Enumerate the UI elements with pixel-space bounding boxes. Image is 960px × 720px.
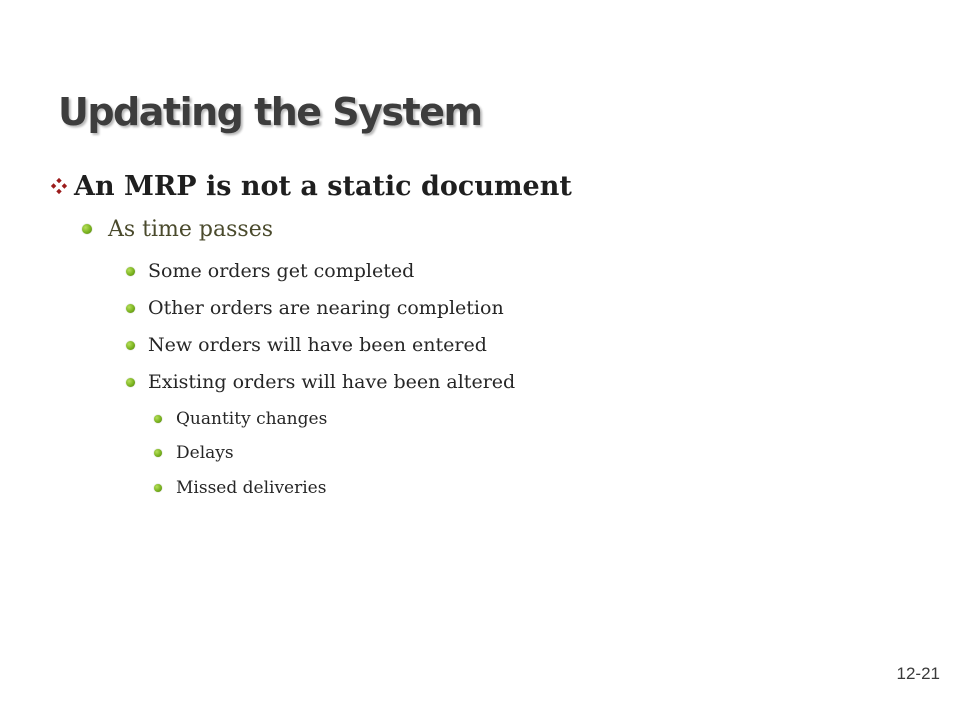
alteration-bullet-item — [154, 407, 327, 431]
alteration-bullet-item — [154, 441, 234, 465]
dot-bullet-icon — [126, 341, 135, 350]
detail-bullet-text: Some orders get completed — [148, 260, 415, 282]
alteration-bullet-item — [154, 476, 326, 500]
dot-bullet-icon — [154, 449, 162, 457]
dot-bullet-icon — [126, 378, 135, 387]
alteration-bullet-text: Delays — [176, 443, 234, 463]
sub-bullet-text: As time passes — [108, 216, 274, 242]
dot-bullet-icon — [126, 304, 135, 313]
main-bullet-text: An MRP is not a static document — [74, 170, 572, 202]
detail-bullet-item — [126, 257, 414, 285]
slide-title: Updating the System — [58, 90, 482, 134]
detail-bullet-text: Other orders are nearing completion — [148, 297, 504, 319]
sub-bullet-item — [82, 214, 273, 244]
alteration-bullet-text: Missed deliveries — [176, 478, 327, 498]
dot-bullet-icon — [154, 415, 162, 423]
dot-bullet-icon — [126, 267, 135, 276]
slide-number: 12-21 — [896, 664, 940, 683]
dot-bullet-icon — [82, 224, 92, 234]
diamond-bullet-icon — [50, 177, 68, 195]
detail-bullet-item — [126, 331, 487, 359]
main-bullet-item — [50, 166, 572, 206]
detail-bullet-text: Existing orders will have been altered — [148, 371, 516, 393]
detail-bullet-item — [126, 368, 515, 396]
dot-bullet-icon — [154, 484, 162, 492]
alteration-bullet-text: Quantity changes — [176, 409, 328, 429]
detail-bullet-text: New orders will have been entered — [148, 334, 487, 356]
detail-bullet-item — [126, 294, 504, 322]
